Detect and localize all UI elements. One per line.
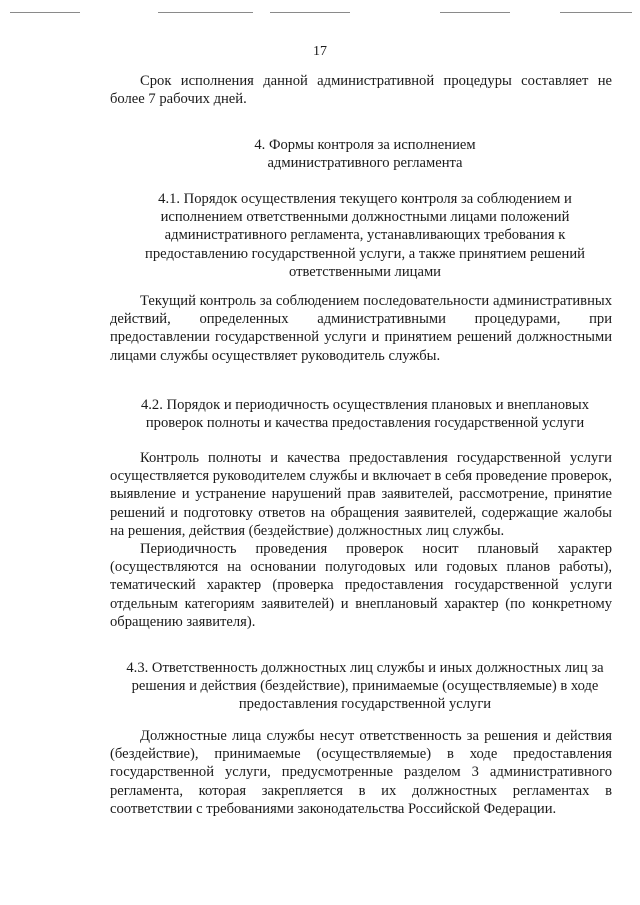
subsection-4-3-body: Должностные лица службы несут ответственность за решения и действия (бездействие), принимаемые (осуществляемые) в ходе предоставления государственной услуги, предусмотренные разделом 3 административного регламента, которая закрепляется в их должностных регламентах в соответствии с требованиями законодательства Российской Федерации. bbox=[110, 728, 612, 817]
subsection-4-1-body: Текущий контроль за соблюдением последовательности административных действий, определенных административными процедурами, при предоставлении государственной услуги и принятием решений должностными лицами службы осуществляет руководитель службы. bbox=[110, 293, 612, 364]
subsection-4-3-heading: 4.3. Ответственность должностных лиц службы и иных должностных лиц за решения и действия (бездействие), принимаемые (осуществляемые) в ходе предоставления государственной услуги bbox=[126, 660, 604, 713]
subsection-4-1-heading: 4.1. Порядок осуществления текущего контроля за соблюдением и исполнением ответственными должностными лицами положений административного регламента, устанавливающих требования к предоставлению государственной услуги, а также принятием решений ответственными лицами bbox=[145, 191, 585, 280]
subsection-4-2-paragraph-1: Контроль полноты и качества предоставления государственной услуги осуществляется руководителем службы и включает в себя проведение проверок, выявление и устранение нарушений прав заявителей, рассмотрение, принятие решений и подготовку ответов на обращения заявителей, содержащие жалобы на решения, действия (бездействие) должностных лиц службы. bbox=[110, 450, 612, 539]
page-number: 17 bbox=[313, 44, 327, 59]
subsection-4-2-paragraph-2: Периодичность проведения проверок носит плановый характер (осуществляются на основании полугодовых или годовых планов работы), тематический характер (проверка предоставления государственной услуги отдельным категориям заявителей) и внеплановый характер (по конкретному обращению заявителя). bbox=[110, 541, 612, 630]
subsection-4-2-body bbox=[110, 449, 612, 631]
scan-edge-lines bbox=[0, 0, 640, 20]
section-4-heading: 4. Формы контроля за исполнением административного регламента bbox=[254, 137, 476, 172]
subsection-4-2-heading: 4.2. Порядок и периодичность осуществления плановых и внеплановых проверок полноты и качества предоставления государственной услуги bbox=[140, 397, 590, 432]
intro-paragraph: Срок исполнения данной административной процедуры составляет не более 7 рабочих дней. bbox=[110, 73, 612, 108]
